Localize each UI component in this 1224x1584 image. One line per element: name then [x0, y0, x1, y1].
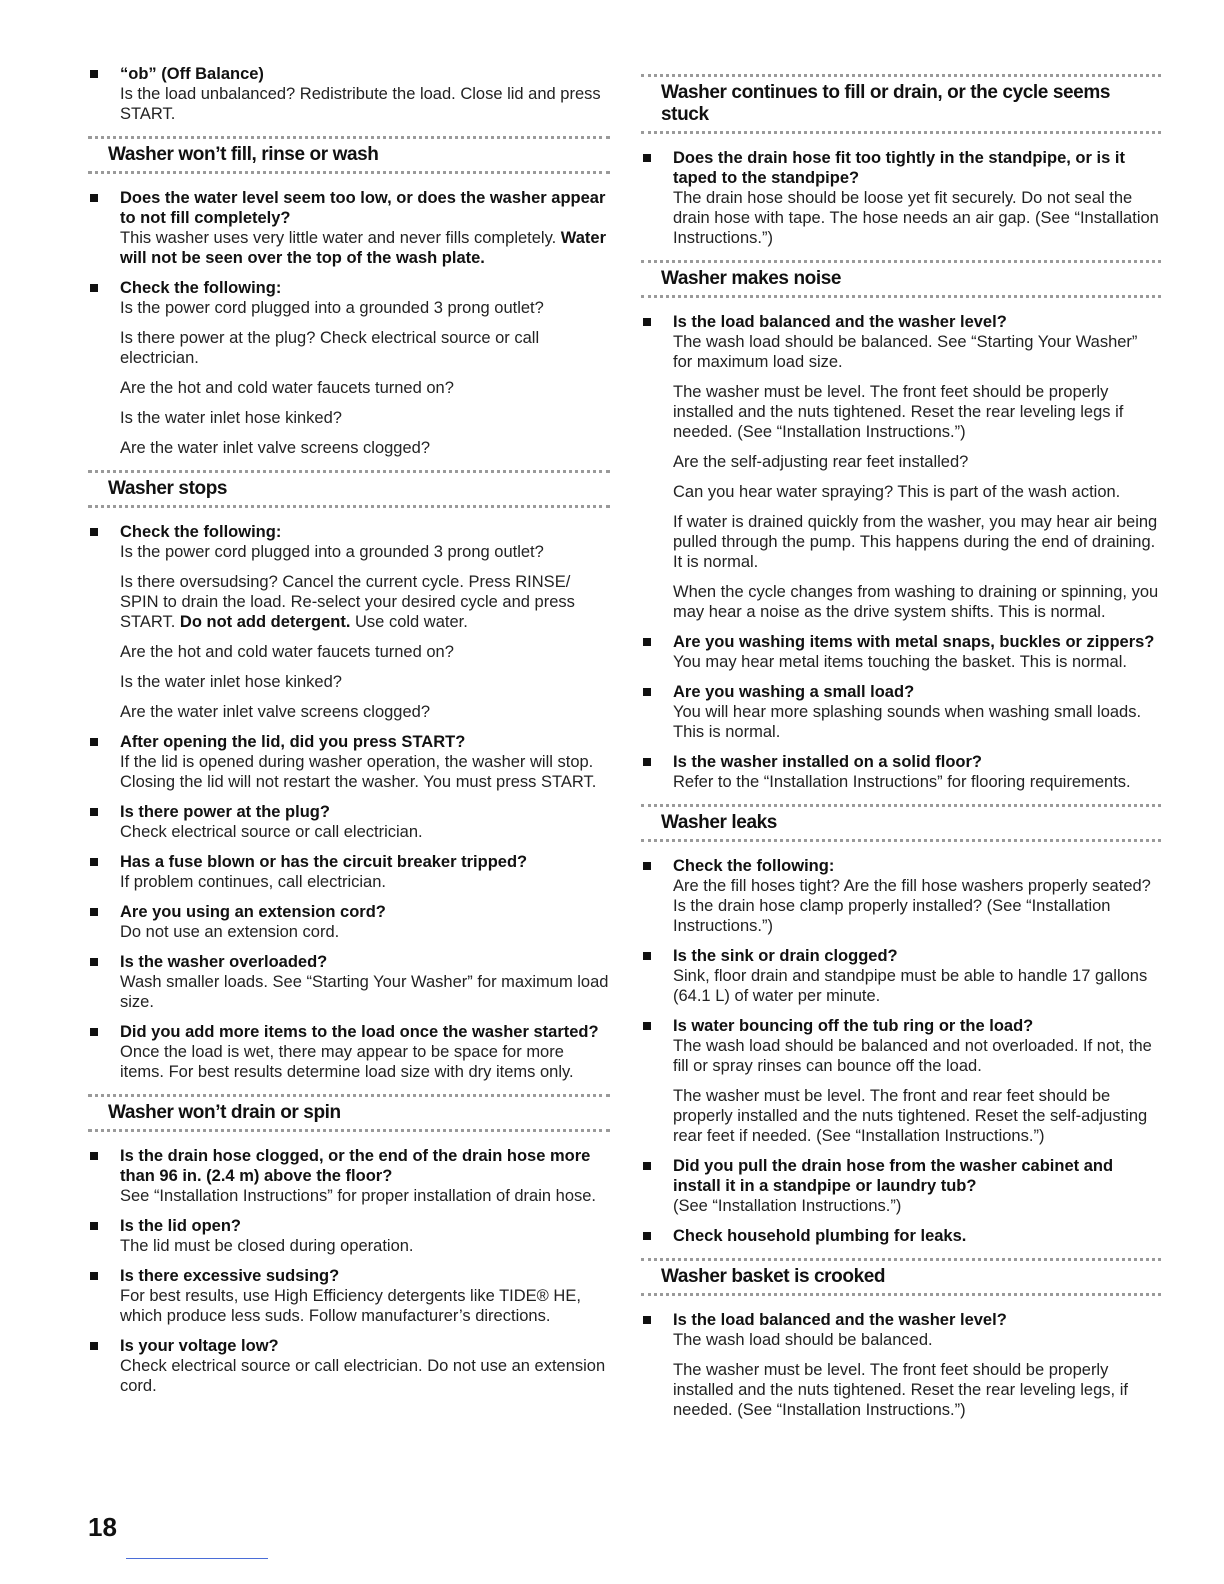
item-paragraph: The wash load should be balanced and not overloaded. If not, the fill or spray rinses can bounce off the load.: [673, 1037, 1152, 1075]
item-paragraph: If the lid is opened during washer operation, the washer will stop. Closing the lid will not restart the washer. You must press START.: [120, 753, 597, 791]
item-paragraph: You will hear more splashing sounds when washing small loads. This is normal.: [673, 703, 1142, 741]
list-item: [88, 1146, 610, 1206]
item-question: Has a fuse blown or has the circuit breaker tripped?: [120, 853, 528, 871]
item-question: Check the following:: [120, 523, 282, 541]
bullet-icon: [643, 318, 651, 326]
bullet-icon: [643, 1162, 651, 1170]
item-paragraph: Are the hot and cold water faucets turned on?: [120, 379, 454, 397]
list-item: [88, 852, 610, 892]
item-question: After opening the lid, did you press START?: [120, 733, 466, 751]
list-item: [88, 1336, 610, 1396]
item-paragraph: Check electrical source or call electrician. Do not use an extension cord.: [120, 1357, 606, 1395]
item-paragraph: Is the power cord plugged into a grounded 3 prong outlet?: [120, 543, 544, 561]
right-column: [641, 64, 1161, 1432]
item-question: Does the drain hose fit too tightly in the standpipe, or is it taped to the standpipe?: [673, 149, 1125, 187]
paragraph-bold-text: Do not add detergent.: [179, 613, 351, 631]
item-paragraph: You may hear metal items touching the basket. This is normal.: [673, 653, 1127, 671]
section: [88, 1094, 610, 1396]
bullet-icon: [90, 858, 98, 866]
section: [88, 136, 610, 458]
section: [88, 470, 610, 1082]
item-question: “ob” (Off Balance): [120, 65, 264, 83]
item-question: Check household plumbing for leaks.: [673, 1227, 967, 1245]
list-item: [641, 1226, 1161, 1246]
item-paragraph: The wash load should be balanced. See “Starting Your Washer” for maximum load size.: [673, 333, 1138, 371]
section-header: [88, 1094, 610, 1132]
section-title: Washer makes noise: [661, 268, 842, 289]
item-question: Does the water level seem too low, or does the washer appear to not fill completely?: [120, 189, 606, 227]
list-item: [641, 312, 1161, 622]
section-title: Washer continues to fill or drain, or the cycle seems stuck: [661, 82, 1111, 125]
item-paragraph: Are the self-adjusting rear feet installed?: [673, 453, 969, 471]
bullet-icon: [90, 1342, 98, 1350]
bullet-icon: [643, 154, 651, 162]
item-paragraph: Is the load unbalanced? Redistribute the load. Close lid and press START.: [120, 85, 601, 123]
item-question: Is the load balanced and the washer level?: [673, 313, 1007, 331]
item-question: Did you pull the drain hose from the washer cabinet and install it in a standpipe or laundry tub?: [673, 1157, 1114, 1195]
section-header: [641, 260, 1161, 298]
item-paragraph: [120, 572, 610, 632]
list-item: [88, 522, 610, 722]
item-paragraph: The washer must be level. The front and rear feet should be properly installed and the nuts tightened. Reset the self-adjusting rear feet if needed. (See “Installation Instructions.”): [673, 1087, 1148, 1145]
item-question: Check the following:: [673, 857, 835, 875]
item-question: Is water bouncing off the tub ring or the load?: [673, 1017, 1034, 1035]
list-item: [641, 946, 1161, 1006]
list-item: [641, 752, 1161, 792]
list-item: [88, 1266, 610, 1326]
item-paragraph: Are the hot and cold water faucets turned on?: [120, 643, 454, 661]
list-item: [641, 682, 1161, 742]
bullet-icon: [643, 758, 651, 766]
top-item: [88, 64, 610, 124]
item-paragraph: Is there power at the plug? Check electrical source or call electrician.: [120, 329, 540, 367]
bullet-icon: [90, 908, 98, 916]
section: [641, 804, 1161, 1246]
item-question: Is the lid open?: [120, 1217, 242, 1235]
item-paragraph: If water is drained quickly from the washer, you may hear air being pulled through the pump. This happens during the end of draining. It is normal.: [673, 513, 1158, 571]
list-item: [641, 148, 1161, 248]
item-question: Is the drain hose clogged, or the end of the drain hose more than 96 in. (2.4 m) above the floor?: [120, 1147, 591, 1185]
left-column: [88, 64, 610, 1408]
bullet-icon: [90, 1028, 98, 1036]
item-paragraph: Are the water inlet valve screens clogged?: [120, 703, 431, 721]
item-paragraph: Is the power cord plugged into a grounded 3 prong outlet?: [120, 299, 544, 317]
bullet-icon: [90, 1222, 98, 1230]
page-number: 18: [88, 1512, 117, 1542]
item-question: Is the washer installed on a solid floor?: [673, 753, 982, 771]
footer-rule: [126, 1558, 268, 1559]
section-header: [641, 1258, 1161, 1296]
section-header: [88, 470, 610, 508]
bullet-icon: [643, 1022, 651, 1030]
bullet-icon: [90, 1272, 98, 1280]
bullet-icon: [90, 194, 98, 202]
item-paragraph: Refer to the “Installation Instructions” for flooring requirements.: [673, 773, 1131, 791]
section-title: Washer stops: [108, 478, 228, 499]
item-paragraph: The washer must be level. The front feet should be properly installed and the nuts tightened. Reset the rear leveling legs, if needed. (See “Installation Instructions.”): [673, 1361, 1128, 1419]
item-paragraph: When the cycle changes from washing to draining or spinning, you may hear a noise as the drive system shifts. This is normal.: [673, 583, 1159, 621]
list-item: [88, 1216, 610, 1256]
item-question: Is there power at the plug?: [120, 803, 330, 821]
list-item: [641, 1310, 1161, 1420]
bullet-icon: [90, 70, 98, 78]
list-item: [88, 1022, 610, 1082]
section-header: [641, 804, 1161, 842]
item-paragraph: Is the water inlet hose kinked?: [120, 673, 342, 691]
section-title: Washer basket is crooked: [661, 1266, 886, 1287]
item-paragraph: The wash load should be balanced.: [673, 1331, 933, 1349]
item-paragraph: For best results, use High Efficiency detergents like TIDE® HE, which produce less suds. Follow manufacturer’s directions.: [120, 1287, 581, 1325]
item-paragraph: Wash smaller loads. See “Starting Your Washer” for maximum load size.: [120, 973, 609, 1011]
item-paragraph: The drain hose should be loose yet fit securely. Do not seal the drain hose with tape. The hose needs an air gap. (See “Installation Instructions.”): [673, 189, 1159, 247]
bullet-icon: [643, 952, 651, 960]
right-sections: [641, 74, 1161, 1420]
section-title: Washer won’t drain or spin: [108, 1102, 341, 1123]
paragraph-bold-text: Water will not be seen over the top of the wash plate.: [120, 229, 607, 267]
bullet-icon: [90, 808, 98, 816]
bullet-icon: [90, 284, 98, 292]
item-paragraph: If problem continues, call electrician.: [120, 873, 386, 891]
paragraph-text: This washer uses very little water and never fills completely.: [120, 229, 557, 247]
list-item: [641, 632, 1161, 672]
item-paragraph: [120, 228, 610, 268]
item-question: Are you washing items with metal snaps, buckles or zippers?: [673, 633, 1155, 651]
bullet-icon: [90, 958, 98, 966]
section-title: Washer won’t fill, rinse or wash: [108, 144, 379, 165]
list-item: [88, 952, 610, 1012]
bullet-icon: [643, 862, 651, 870]
section-title: Washer leaks: [661, 812, 777, 833]
bullet-icon: [643, 1316, 651, 1324]
item-question: Are you using an extension cord?: [120, 903, 386, 921]
item-paragraph: See “Installation Instructions” for proper installation of drain hose.: [120, 1187, 597, 1205]
item-paragraph: Once the load is wet, there may appear to be space for more items. For best results determine load size with dry items only.: [120, 1043, 574, 1081]
bullet-icon: [643, 688, 651, 696]
list-item: [88, 732, 610, 792]
section-header: [641, 74, 1161, 134]
item-paragraph: The lid must be closed during operation.: [120, 1237, 414, 1255]
paragraph-text: Is there oversudsing? Cancel the current cycle. Press RINSE/ SPIN to drain the load. Re-select your desired cycle and press START.: [120, 573, 575, 631]
section-header: [88, 136, 610, 174]
item-question: Is the load balanced and the washer level?: [673, 1311, 1007, 1329]
item-question: Is your voltage low?: [120, 1337, 279, 1355]
item-paragraph: Check electrical source or call electrician.: [120, 823, 423, 841]
bullet-icon: [90, 528, 98, 536]
item-question: Is the washer overloaded?: [120, 953, 328, 971]
item-paragraph: The washer must be level. The front feet should be properly installed and the nuts tightened. Reset the rear leveling legs if needed. (See “Installation Instructions.”): [673, 383, 1124, 441]
bullet-icon: [90, 738, 98, 746]
list-item: [641, 1156, 1161, 1216]
bullet-icon: [90, 1152, 98, 1160]
left-sections: [88, 136, 610, 1396]
section: [641, 260, 1161, 792]
item-paragraph: Are the water inlet valve screens clogged?: [120, 439, 431, 457]
item-question: Is the sink or drain clogged?: [673, 947, 898, 965]
list-item: [88, 802, 610, 842]
paragraph-text-after: Use cold water.: [355, 613, 468, 631]
item-paragraph: Can you hear water spraying? This is part of the wash action.: [673, 483, 1121, 501]
list-item: [641, 856, 1161, 936]
item-question: Is there excessive sudsing?: [120, 1267, 340, 1285]
bullet-icon: [643, 1232, 651, 1240]
item-paragraph: Sink, floor drain and standpipe must be able to handle 17 gallons (64.1 L) of water per minute.: [673, 967, 1148, 1005]
list-item: [88, 188, 610, 268]
list-item: [88, 278, 610, 458]
section: [641, 1258, 1161, 1420]
list-item: [641, 1016, 1161, 1146]
item-paragraph: Do not use an extension cord.: [120, 923, 340, 941]
item-paragraph: (See “Installation Instructions.”): [673, 1197, 902, 1215]
item-paragraph: Are the fill hoses tight? Are the fill hose washers properly seated? Is the drain hose clamp properly installed? (See “Installation Instructions.”): [673, 877, 1151, 935]
section: [641, 74, 1161, 248]
list-item: [88, 902, 610, 942]
bullet-icon: [643, 638, 651, 646]
item-question: Are you washing a small load?: [673, 683, 915, 701]
item-question: Check the following:: [120, 279, 282, 297]
item-paragraph: Is the water inlet hose kinked?: [120, 409, 342, 427]
item-question: Did you add more items to the load once the washer started?: [120, 1023, 599, 1041]
